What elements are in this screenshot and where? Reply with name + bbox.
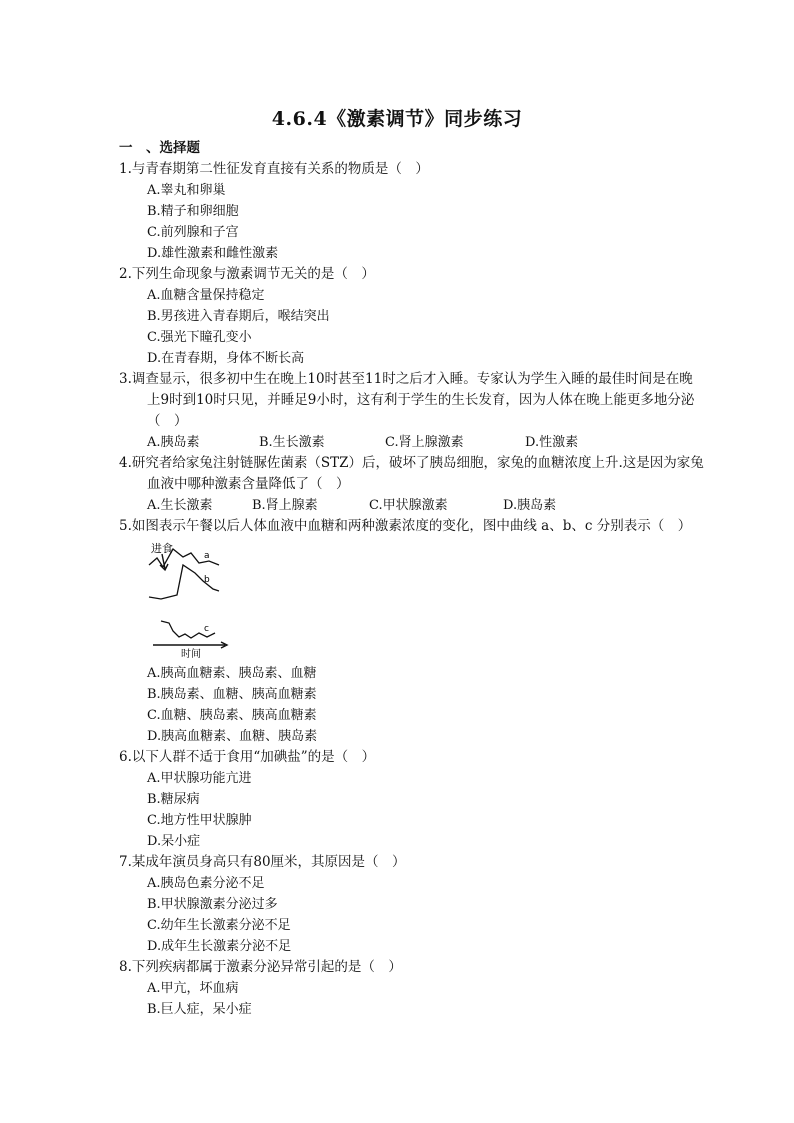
option-d: D.成年生长激素分泌不足 bbox=[147, 939, 292, 954]
option-c: C.甲状腺激素 bbox=[369, 498, 448, 513]
option-c: C.血糖、胰岛素、胰高血糖素 bbox=[147, 708, 317, 723]
question-stem: 3.调查显示，很多初中生在晚上10时甚至11时之后才入睡。专家认为学生入睡的最佳时间是在晚上9时到10时只见，并睡足9小时，这有利于学生的生长发育，因为人体在晚上能更多地分泌（ ） bbox=[119, 371, 695, 429]
hormone-graph bbox=[119, 537, 704, 663]
question-5 bbox=[119, 516, 704, 747]
options-row bbox=[119, 432, 704, 453]
option-a: A.胰岛色素分泌不足 bbox=[147, 876, 265, 891]
option-c: C.幼年生长激素分泌不足 bbox=[147, 918, 291, 933]
option-b: B.生长激素 bbox=[259, 435, 325, 450]
curve-c-label: c bbox=[204, 624, 209, 634]
option-b: B.胰岛素、血糖、胰高血糖素 bbox=[147, 687, 317, 702]
option-a: A.生长激素 bbox=[147, 498, 213, 513]
question-6 bbox=[119, 747, 704, 852]
intake-label: 进食 bbox=[151, 542, 173, 555]
option-a: A.甲状腺功能亢进 bbox=[147, 771, 252, 786]
option-c: C.前列腺和子宫 bbox=[147, 225, 239, 240]
option-a: A.胰高血糖素、胰岛素、血糖 bbox=[147, 666, 317, 681]
question-4 bbox=[119, 453, 704, 516]
section-heading: 一 、选择题 bbox=[119, 140, 200, 156]
question-1 bbox=[119, 159, 704, 264]
question-stem: 2.下列生命现象与激素调节无关的是（ ） bbox=[119, 266, 375, 282]
question-stem: 5.如图表示午餐以后人体血液中血糖和两种激素浓度的变化，图中曲线 a、b、c 分别表示（ ） bbox=[119, 518, 692, 534]
option-b: B.肾上腺素 bbox=[252, 498, 318, 513]
option-b: B.男孩进入青春期后，喉结突出 bbox=[147, 309, 330, 324]
question-stem: 7.某成年演员身高只有80厘米，其原因是（ ） bbox=[119, 854, 406, 870]
option-d: D.在青春期，身体不断长高 bbox=[147, 351, 305, 366]
question-7 bbox=[119, 852, 704, 957]
page-title: 4.6.4《激素调节》同步练习 bbox=[271, 108, 523, 130]
question-stem: 4.研究者给家兔注射链脲佐菌素（STZ）后，破坏了胰岛细胞，家兔的血糖浓度上升.这是因为家兔血液中哪种激素含量降低了（ ） bbox=[119, 455, 704, 492]
option-b: B.精子和卵细胞 bbox=[147, 204, 239, 219]
option-c: C.地方性甲状腺肿 bbox=[147, 813, 252, 828]
question-2 bbox=[119, 264, 704, 369]
option-c: C.强光下瞳孔变小 bbox=[147, 330, 252, 345]
option-a: A.胰岛素 bbox=[147, 435, 200, 450]
options-row bbox=[119, 495, 704, 516]
option-d: D.胰岛素 bbox=[503, 498, 557, 513]
option-d: D.胰高血糖素、血糖、胰岛素 bbox=[147, 729, 318, 744]
question-8 bbox=[119, 957, 704, 1020]
time-label: 时间 bbox=[181, 649, 201, 659]
hormone-graph-svg bbox=[147, 537, 247, 659]
option-b: B.巨人症，呆小症 bbox=[147, 1002, 252, 1017]
question-stem: 1.与青春期第二性征发育直接有关系的物质是（ ） bbox=[119, 161, 429, 177]
curve-b-label: b bbox=[204, 575, 210, 585]
option-a: A.血糖含量保持稳定 bbox=[147, 288, 265, 303]
option-a: A.睾丸和卵巢 bbox=[147, 183, 226, 198]
option-b: B.糖尿病 bbox=[147, 792, 200, 807]
option-d: D.性激素 bbox=[525, 435, 579, 450]
question-3 bbox=[119, 369, 704, 453]
option-d: D.雄性激素和雌性激素 bbox=[147, 246, 279, 261]
option-c: C.肾上腺激素 bbox=[385, 435, 464, 450]
option-d: D.呆小症 bbox=[147, 834, 201, 849]
question-stem: 8.下列疾病都属于激素分泌异常引起的是（ ） bbox=[119, 959, 402, 975]
question-list bbox=[119, 138, 704, 1020]
question-stem: 6.以下人群不适于食用“加碘盐”的是（ ） bbox=[119, 749, 376, 765]
curve-a-label: a bbox=[204, 551, 210, 561]
option-a: A.甲亢，坏血病 bbox=[147, 981, 239, 996]
option-b: B.甲状腺激素分泌过多 bbox=[147, 897, 278, 912]
